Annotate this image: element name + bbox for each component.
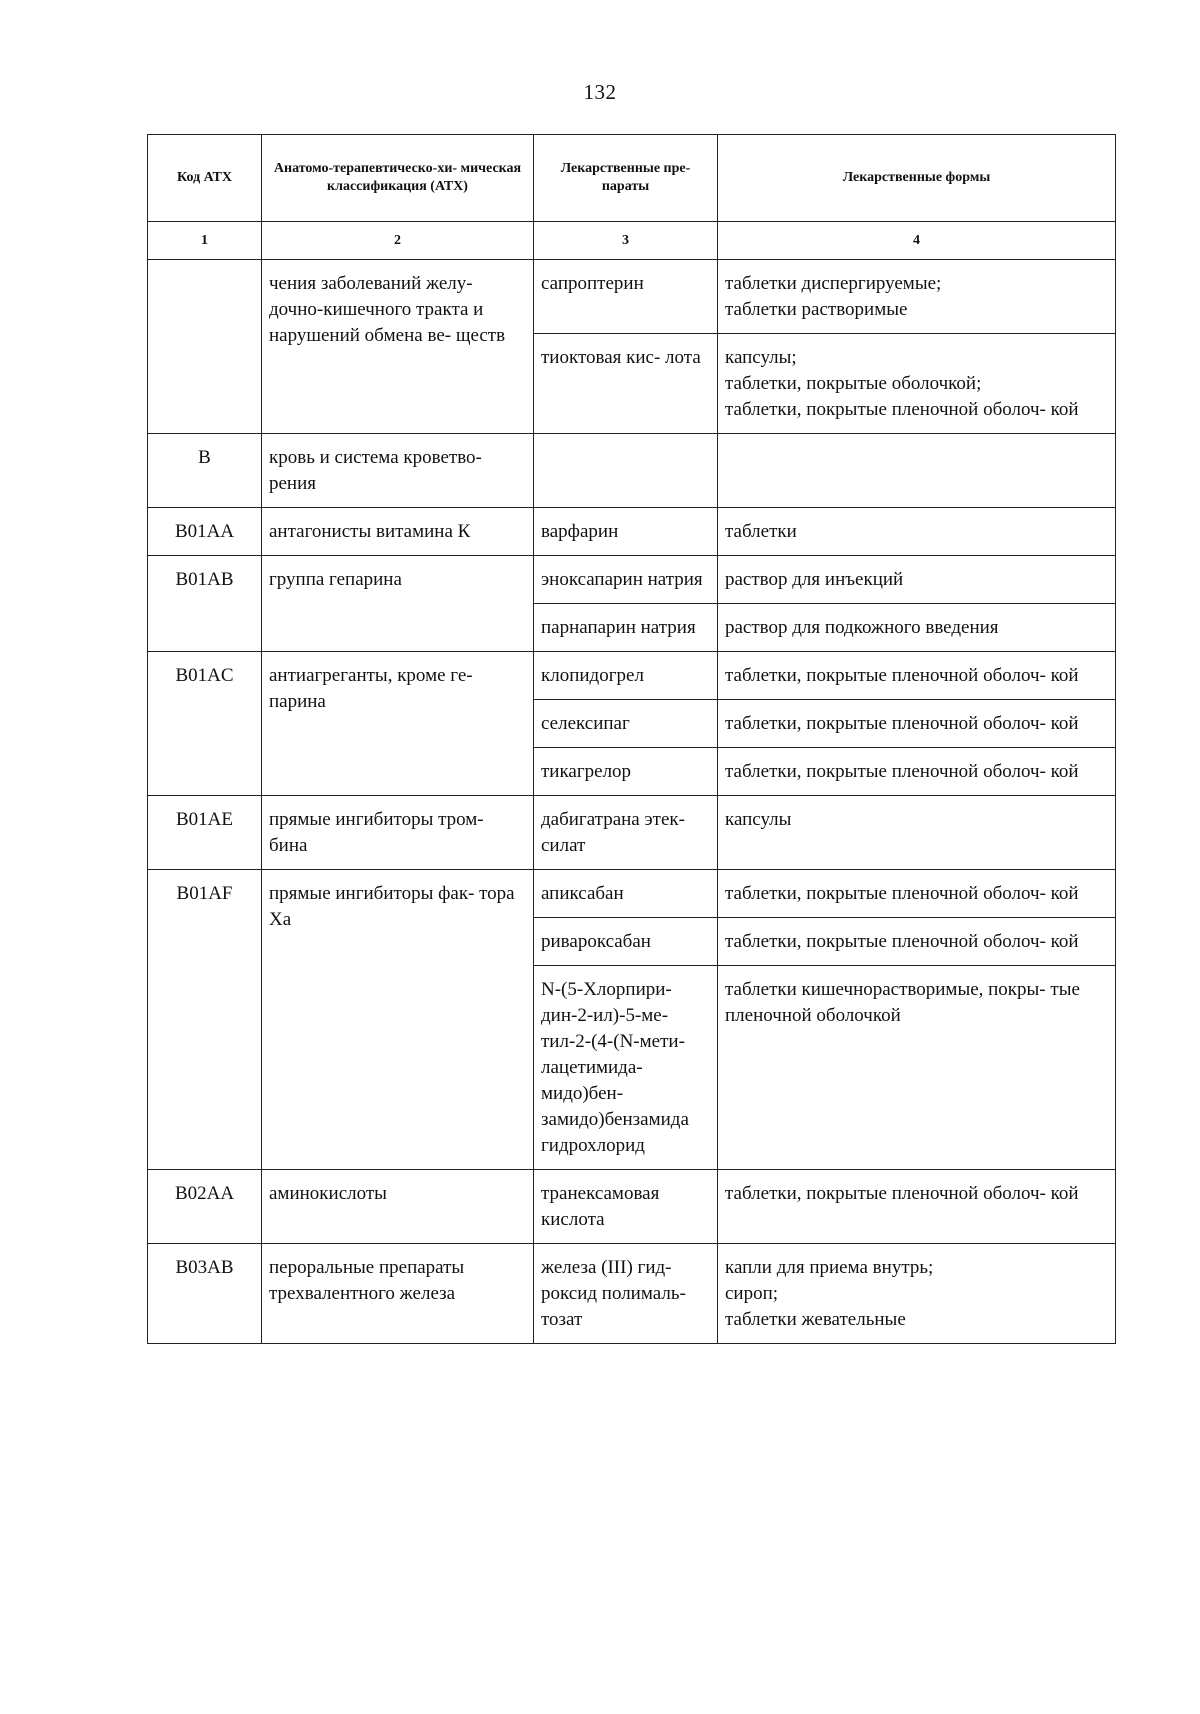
- classification-cell: прямые ингибиторы фак- тора Ха: [262, 870, 534, 1170]
- table-row: [148, 870, 1116, 918]
- dosage-forms-cell: [718, 508, 1116, 556]
- classification-cell: чения заболеваний желу- дочно-кишечного тракта и нарушений обмена ве- ществ: [262, 260, 534, 434]
- drug-name-cell: клопидогрел: [534, 652, 718, 700]
- drug-name-cell: варфарин: [534, 508, 718, 556]
- dosage-form-item: таблетки растворимые: [725, 299, 908, 320]
- atx-table: [147, 134, 1116, 1344]
- dosage-form-item: капсулы;: [725, 347, 797, 368]
- atx-code-cell: [148, 260, 262, 434]
- column-number-row: [148, 222, 1116, 260]
- dosage-forms-cell: [718, 1170, 1116, 1244]
- dosage-form-item: таблетки, покрытые пленочной оболоч- кой: [725, 399, 1079, 420]
- page-number: 132: [583, 80, 617, 104]
- atx-code-cell: B01AF: [148, 870, 262, 1170]
- dosage-forms-cell: [718, 700, 1116, 748]
- dosage-form-item: таблетки диспергируемые;: [725, 273, 942, 294]
- dosage-form-item: капли для приема внутрь;: [725, 1257, 934, 1278]
- dosage-form-item: таблетки кишечнорастворимые, покры- тые пленочной оболочкой: [725, 979, 1080, 1026]
- dosage-form-item: капсулы: [725, 809, 792, 830]
- dosage-form-item: таблетки, покрытые пленочной оболоч- кой: [725, 665, 1079, 686]
- classification-cell: пероральные препараты трехвалентного железа: [262, 1244, 534, 1344]
- atx-code-cell: B03AB: [148, 1244, 262, 1344]
- drug-name-cell: тикагрелор: [534, 748, 718, 796]
- table-row: [148, 434, 1116, 508]
- drug-name-cell: N-(5-Хлорпири- дин-2-ил)-5-ме- тил-2-(4-(N-мети- лацетимида- мидо)бен- замидо)бензамида гидрохлорид: [534, 966, 718, 1170]
- drug-name-cell: ривароксабан: [534, 918, 718, 966]
- classification-cell: антагонисты витамина К: [262, 508, 534, 556]
- drug-name-cell: транексамовая кислота: [534, 1170, 718, 1244]
- dosage-forms-cell: [718, 1244, 1116, 1344]
- dosage-form-item: таблетки жевательные: [725, 1309, 906, 1330]
- classification-cell: аминокислоты: [262, 1170, 534, 1244]
- dosage-forms-cell: [718, 870, 1116, 918]
- drug-name-cell: [534, 434, 718, 508]
- header-forms: Лекарственные формы: [718, 135, 1116, 222]
- dosage-forms-cell: [718, 918, 1116, 966]
- drug-name-cell: дабигатрана этек- силат: [534, 796, 718, 870]
- header-row: [148, 135, 1116, 222]
- drug-name-cell: селексипаг: [534, 700, 718, 748]
- header-classification: Анатомо-терапевтическо-хи- мическая классификация (АТХ): [262, 135, 534, 222]
- atx-code-cell: B: [148, 434, 262, 508]
- table-row: [148, 1244, 1116, 1344]
- dosage-forms-cell: [718, 556, 1116, 604]
- drug-name-cell: железа (III) гид- роксид полималь- тозат: [534, 1244, 718, 1344]
- dosage-form-item: раствор для инъекций: [725, 569, 904, 590]
- classification-cell: прямые ингибиторы тром- бина: [262, 796, 534, 870]
- table-row: [148, 556, 1116, 604]
- drug-name-cell: тиоктовая кис- лота: [534, 334, 718, 434]
- dosage-forms-cell: [718, 966, 1116, 1170]
- dosage-form-item: таблетки, покрытые пленочной оболоч- кой: [725, 713, 1079, 734]
- column-number: 4: [718, 222, 1116, 260]
- dosage-form-item: таблетки, покрытые пленочной оболоч- кой: [725, 883, 1079, 904]
- column-number: 2: [262, 222, 534, 260]
- drug-name-cell: апиксабан: [534, 870, 718, 918]
- dosage-form-item: таблетки, покрытые оболочкой;: [725, 373, 982, 394]
- atx-code-cell: B02AA: [148, 1170, 262, 1244]
- table-row: [148, 1170, 1116, 1244]
- dosage-forms-cell: [718, 260, 1116, 334]
- dosage-form-item: таблетки, покрытые пленочной оболоч- кой: [725, 931, 1079, 952]
- header-drugs: Лекарственные пре- параты: [534, 135, 718, 222]
- dosage-forms-cell: [718, 604, 1116, 652]
- table-row: [148, 796, 1116, 870]
- table-row: [148, 508, 1116, 556]
- dosage-form-item: сироп;: [725, 1283, 779, 1304]
- atx-code-cell: B01AA: [148, 508, 262, 556]
- table-row: [148, 260, 1116, 334]
- dosage-form-item: таблетки: [725, 521, 797, 542]
- drug-name-cell: сапроптерин: [534, 260, 718, 334]
- dosage-forms-cell: [718, 434, 1116, 508]
- dosage-form-item: таблетки, покрытые пленочной оболоч- кой: [725, 1183, 1079, 1204]
- atx-code-cell: B01AE: [148, 796, 262, 870]
- atx-code-cell: B01AB: [148, 556, 262, 652]
- column-number: 3: [534, 222, 718, 260]
- classification-cell: кровь и система кроветво- рения: [262, 434, 534, 508]
- dosage-forms-cell: [718, 334, 1116, 434]
- dosage-forms-cell: [718, 796, 1116, 870]
- dosage-forms-cell: [718, 748, 1116, 796]
- classification-cell: антиагреганты, кроме ге- парина: [262, 652, 534, 796]
- table-row: [148, 652, 1116, 700]
- atx-code-cell: B01AC: [148, 652, 262, 796]
- classification-cell: группа гепарина: [262, 556, 534, 652]
- dosage-form-item: таблетки, покрытые пленочной оболоч- кой: [725, 761, 1079, 782]
- drug-name-cell: парнапарин натрия: [534, 604, 718, 652]
- table-body: [148, 260, 1116, 1344]
- header-code: Код АТХ: [148, 135, 262, 222]
- column-number: 1: [148, 222, 262, 260]
- dosage-form-item: раствор для подкожного введения: [725, 617, 999, 638]
- dosage-forms-cell: [718, 652, 1116, 700]
- drug-name-cell: эноксапарин натрия: [534, 556, 718, 604]
